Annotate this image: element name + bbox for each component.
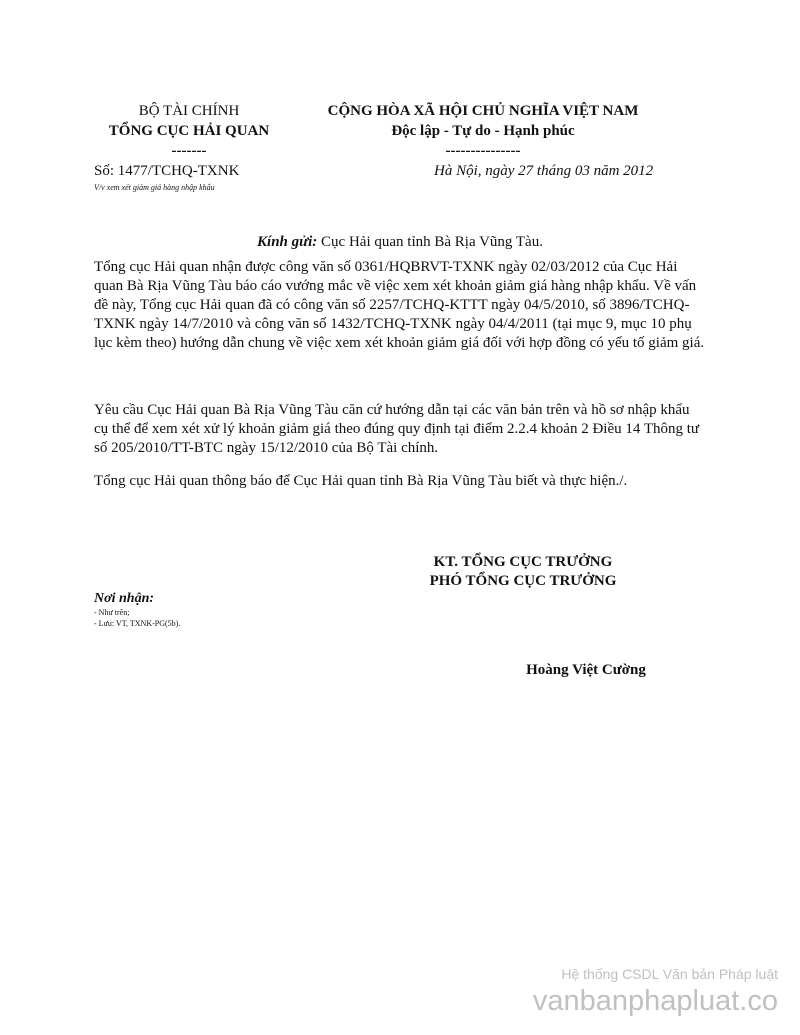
watermark-tagline: Hệ thống CSDL Văn bản Pháp luật [561, 966, 778, 982]
motto-divider: --------------- [445, 143, 521, 159]
national-header [300, 101, 666, 161]
document-number: Số: 1477/TCHQ-TXNK [94, 163, 240, 179]
recipient-item: - Lưu: VT, TXNK-PG(5b). [94, 619, 181, 628]
body-paragraph-3: Tổng cục Hải quan thông báo để Cục Hải quan tỉnh Bà Rịa Vũng Tàu biết và thực hiện./. [94, 473, 628, 489]
body-paragraph-1: Tổng cục Hải quan nhận được công văn số 0361/HQBRVT-TXNK ngày 02/03/2012 của Cục Hải quan Bà Rịa Vũng Tàu báo cáo vướng mắc về việc xem xét khoản giảm giá hàng nhập khẩu. Về vấn đề này, Tổng cục Hải quan đã có công văn số 2257/TCHQ-KTTT ngày 04/5/2010, số 3896/TCHQ-TXNK ngày 14/7/2010 và công văn số 1432/TCHQ-TXNK ngày 04/4/2011 (tại mục 9, mục 10 phụ lục kèm theo) hướng dẫn chung về việc xem xét khoản giảm giá đối với hợp đồng có yếu tố giảm giá. [94, 259, 705, 351]
body-paragraph-2: Yêu cầu Cục Hải quan Bà Rịa Vũng Tàu căn cứ hướng dẫn tại các văn bản trên và hồ sơ nhập khẩu cụ thể để xem xét xử lý khoản giảm giá theo đúng quy định tại điểm 2.2.4 khoản 2 Điều 14 Thông tư số 205/2010/TT-BTC ngày 15/12/2010 của Bộ Tài chính. [94, 402, 700, 456]
site-watermark [518, 966, 778, 1018]
national-motto: Độc lập - Tự do - Hạnh phúc [391, 123, 575, 139]
recipients-title: Nơi nhận: [94, 591, 155, 606]
document-subject: V/v xem xét giảm giá hàng nhập khẩu [94, 183, 215, 192]
recipient-item: - Như trên; [94, 608, 130, 617]
addressee-line [0, 234, 800, 251]
ministry-name: BỘ TÀI CHÍNH [138, 103, 240, 119]
issuer-divider: ------- [171, 143, 207, 159]
signer-name: Hoàng Việt Cường [526, 662, 646, 678]
issuer-header [60, 101, 318, 161]
department-name: TỔNG CỤC HẢI QUAN [108, 123, 270, 139]
signature-title-1: KT. TỔNG CỤC TRƯỞNG [433, 554, 613, 570]
place-date: Hà Nội, ngày 27 tháng 03 năm 2012 [434, 163, 654, 179]
watermark-domain: vanbanphapluat.co [532, 985, 778, 1017]
signature-block [392, 553, 654, 591]
addressee-label: Kính gửi: [257, 234, 318, 250]
signature-title-2: PHÓ TỔNG CỤC TRƯỞNG [429, 573, 617, 589]
addressee-name: Cục Hải quan tỉnh Bà Rịa Vũng Tàu. [317, 234, 543, 250]
recipients-list [94, 591, 180, 629]
country-name: CỘNG HÒA XÃ HỘI CHỦ NGHĨA VIỆT NAM [327, 103, 639, 119]
